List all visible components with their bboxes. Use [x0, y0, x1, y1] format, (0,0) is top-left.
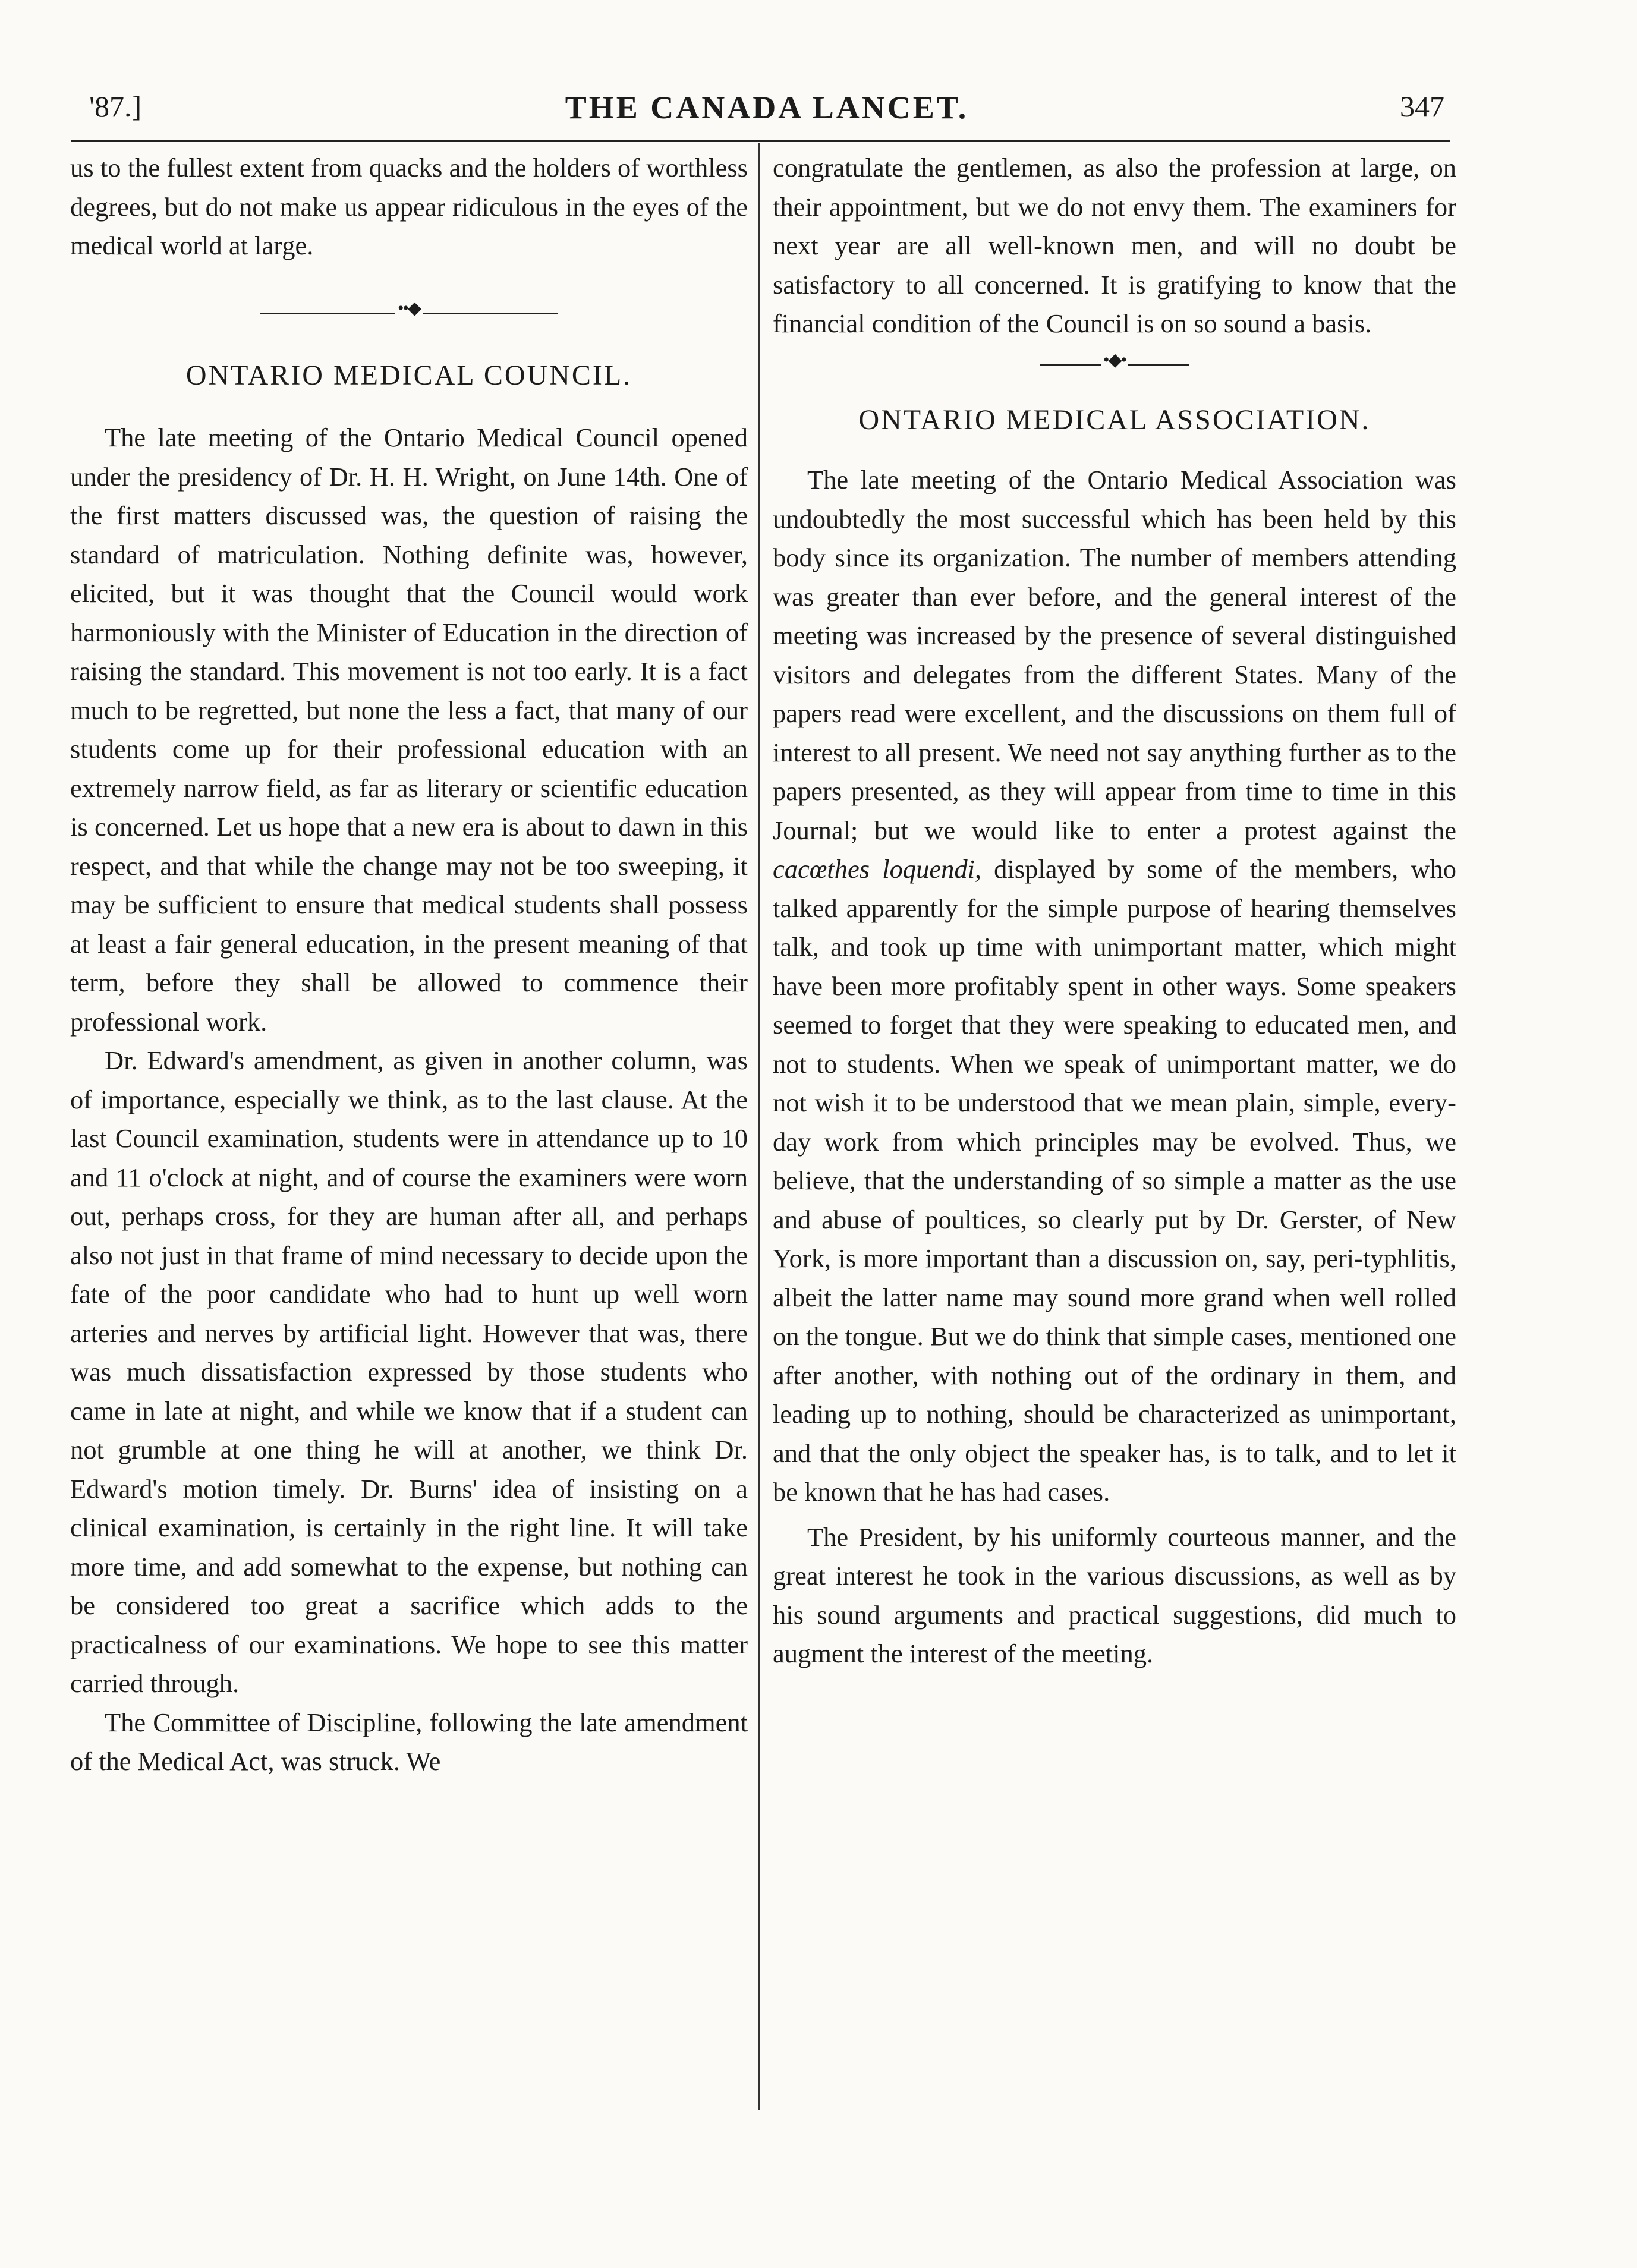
left-intro-paragraph: us to the fullest extent from quacks and the holders of worthless degrees, but do not make us appear ridiculous in the eyes of the medical world at large. [70, 153, 748, 260]
association-paragraph-1-end: displayed by some of the members, who talked apparently for the simple purpose of hearing themselves talk, and took up time with unimportant matter, which might have been more profitably spent in other ways. Some speakers seemed to forget that they were speaking to educated men, and not to students. When we speak of unimportant matter, we do not wish it to be understood that we mean plain, simple, every-day work from which principles may be evolved. Thus, we believe, that the understanding of so simple a matter as the use and abuse of poultices, so clearly put by Dr. Gerster, of New York, is more important than a discussion on, say, peri-typhlitis, albeit the latter name may sound more grand when well rolled on the tongue. But we do think that simple cases, mentioned one after another, with nothing out of the ordinary in them, and leading up to nothing, should be characterized as unimportant, and that the only object the speaker has, is to talk, and to let it be known that he has had cases. [773, 854, 1456, 1507]
column-divider [758, 143, 760, 2110]
page-number: 347 [1400, 90, 1444, 123]
council-paragraph-1: The late meeting of the Ontario Medical Council opened under the presidency of Dr. H. H. Wright, on June 14th. One of the first matters discussed was, the question of raising the standard of matriculation. Nothing definite was, however, elicited, but it was thought that the Council would work harmoniously with the Minister of Education in the direction of raising the standard. This movement is not too early. It is a fact much to be regretted, but none the less a fact, that many of our students come up for their professional education with an extremely narrow field, as far as literary or scientific education is concerned. Let us hope that a new era is about to dawn in this respect, and that while the change may not be too sweeping, it may be sufficient to ensure that medical students shall possess at least a fair general education, in the present meaning of that term, before they shall be allowed to commence their professional work. [70, 423, 748, 1037]
right-intro-paragraph: congratulate the gentlemen, as also the profession at large, on their appointment, but we do not envy them. The examiners for next year are all well-known men, and will no doubt be satisfactory to all concerned. It is gratifying to know that the financial condition of the Council is on so sound a basis. [773, 153, 1456, 338]
section-ornament: •◆• [1040, 359, 1189, 371]
council-section-title: ONTARIO MEDICAL COUNCIL. [185, 359, 632, 391]
association-section-title: ONTARIO MEDICAL ASSOCIATION. [858, 404, 1371, 436]
latin-phrase: cacœthes loquendi, [773, 854, 982, 884]
association-paragraph-1 [773, 461, 1456, 1512]
header-rule [71, 140, 1450, 142]
association-paragraph-2: The President, by his uniformly courteous manner, and the great interest he took in the various discussions, as well as by his sound arguments and practical suggestions, did much to augment the interest of the meeting. [773, 1522, 1456, 1668]
left-column [70, 149, 748, 1781]
journal-title: THE CANADA LANCET. [565, 90, 969, 125]
association-paragraph-1-start: The late meeting of the Ontario Medical Association was undoubtedly the most successful which has been held by this body since its organization. The number of members attending was greater than ever before, and the general interest of the meeting was increased by the presence of several distinguished visitors and delegates from the different States. Many of the papers read were excellent, and the discussions on them full of interest to all present. We need not say anything further as to the papers presented, as they will appear from time to time in this Journal; but we would like to enter a protest against the [773, 465, 1456, 845]
section-ornament: ••◆ [260, 307, 558, 319]
header-year: '87.] [89, 90, 142, 123]
right-column [773, 149, 1456, 1674]
page-header [89, 89, 1444, 137]
council-paragraph-2: Dr. Edward's amendment, as given in another column, was of importance, especially we think, as to the last clause. At the last Council examination, students were in attendance up to 10 and 11 o'clock at night, and of course the examiners were worn out, perhaps cross, for they are human after all, and perhaps also not just in that frame of mind necessary to decide upon the fate of the poor candidate who had to hunt up well worn arteries and nerves by artificial light. However that was, there was much dissatisfaction expressed by those students who came in late at night, and while we know that if a student can not grumble at one thing he will at another, we think Dr. Edward's motion timely. Dr. Burns' idea of insisting on a clinical examination, is certainly in the right line. It will take more time, and add somewhat to the expense, but nothing can be considered too great a sacrifice which adds to the practicalness of our examinations. We hope to see this matter carried through. [70, 1045, 748, 1698]
council-paragraph-3: The Committee of Discipline, following the late amendment of the Medical Act, was struck. We [70, 1707, 748, 1776]
